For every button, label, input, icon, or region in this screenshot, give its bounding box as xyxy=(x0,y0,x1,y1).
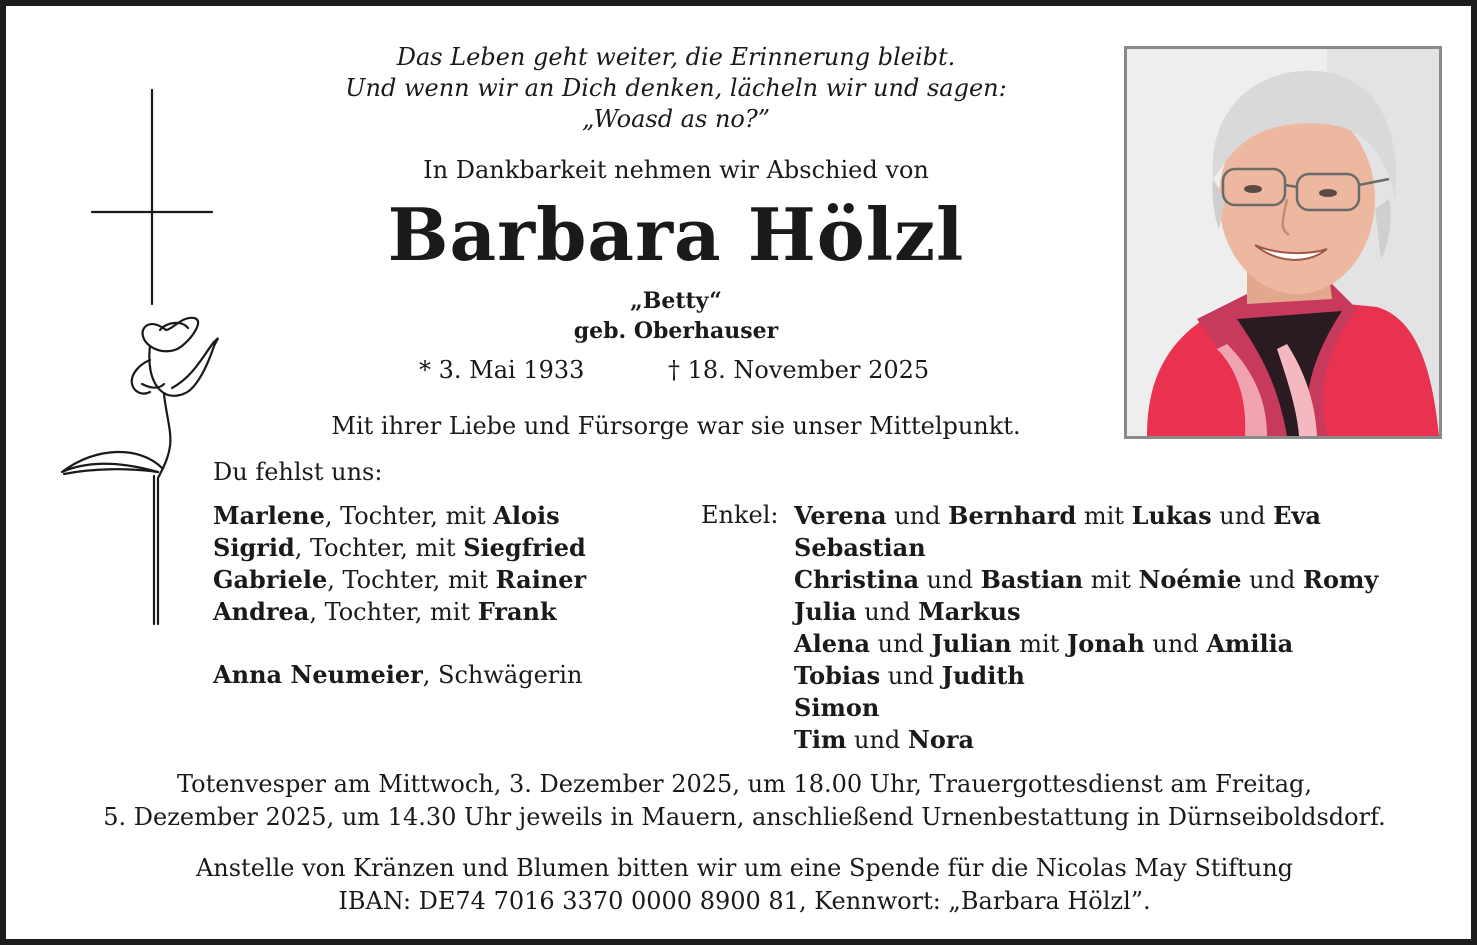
list-item xyxy=(794,660,1378,692)
great-grandchild-name: Noémie xyxy=(1138,565,1242,594)
service-line-1: Totenvesper am Mittwoch, 3. Dezember 2025, um 18.00 Uhr, Trauergottesdienst am Freitag, xyxy=(176,770,1313,798)
sister-in-law-name: Anna Neumeier xyxy=(213,660,423,689)
family-relation: , Tochter, mit xyxy=(309,598,478,626)
grandchild-name: Judith xyxy=(941,661,1025,690)
grandchild-name: Christina xyxy=(794,565,920,594)
family-relation: , Tochter, mit xyxy=(294,534,464,562)
connector: und xyxy=(1241,566,1304,594)
grandchild-name: Nora xyxy=(907,725,975,754)
connector: und xyxy=(856,598,919,626)
great-grandchild-name: Amilia xyxy=(1206,629,1294,658)
connector: und xyxy=(1144,630,1207,658)
family-name: Andrea xyxy=(213,597,310,626)
list-item xyxy=(794,724,1378,756)
motto-line-1: Das Leben geht weiter, die Erinnerung bleibt. xyxy=(396,43,956,71)
list-item xyxy=(794,692,1378,724)
grandchild-name: Verena xyxy=(794,501,887,530)
maiden-name: geb. Oberhauser xyxy=(573,318,779,344)
intro-text: In Dankbarkeit nehmen wir Abschied von xyxy=(423,156,929,184)
list-item xyxy=(794,532,1378,564)
connector: mit xyxy=(1011,630,1067,658)
grandchild-name: Tobias xyxy=(794,661,881,690)
deceased-name: Barbara Hölzl xyxy=(387,192,965,277)
grandchild-name: Sebastian xyxy=(794,533,926,562)
family-relation: , Tochter, mit xyxy=(327,566,496,594)
family-list xyxy=(213,500,586,691)
motto-line-2: Und wenn wir an Dich denken, lächeln wir und sagen: xyxy=(345,74,1007,102)
list-item xyxy=(794,500,1378,532)
birth-date: * 3. Mai 1933 xyxy=(419,356,585,384)
sister-in-law-relation: , Schwägerin xyxy=(422,661,583,689)
connector: und xyxy=(919,566,981,594)
list-item xyxy=(213,532,586,564)
list-item xyxy=(213,564,586,596)
list-item xyxy=(213,596,586,628)
portrait-photo xyxy=(1124,46,1442,439)
connector: und xyxy=(886,502,949,530)
grandchildren-label: Enkel: xyxy=(701,501,779,529)
connector: mit xyxy=(1083,566,1139,594)
family-partner: Rainer xyxy=(495,565,587,594)
grandchild-name: Alena xyxy=(794,629,871,658)
grandchild-name: Julian xyxy=(931,629,1012,658)
connector: mit xyxy=(1076,502,1132,530)
great-grandchild-name: Romy xyxy=(1303,565,1379,594)
cross-with-rose-icon xyxy=(54,84,229,629)
family-name: Gabriele xyxy=(213,565,328,594)
connector: und xyxy=(1211,502,1274,530)
family-partner: Alois xyxy=(493,501,560,530)
list-item xyxy=(794,596,1378,628)
service-line-2: 5. Dezember 2025, um 14.30 Uhr jeweils in Mauern, anschließend Urnenbestattung in Dürnseiboldsdorf. xyxy=(103,803,1386,831)
portrait-illustration xyxy=(1127,49,1439,436)
great-grandchild-name: Eva xyxy=(1273,501,1321,530)
donation-info xyxy=(6,852,1477,918)
list-item xyxy=(794,628,1378,660)
family-name: Marlene xyxy=(213,501,325,530)
grandchildren-list xyxy=(794,500,1378,756)
list-item xyxy=(213,659,586,691)
service-info xyxy=(6,768,1477,834)
death-date: † 18. November 2025 xyxy=(668,356,930,384)
motto-line-3: „Woasd as no?” xyxy=(582,105,770,133)
missed-label: Du fehlst uns: xyxy=(213,458,383,486)
list-item xyxy=(794,564,1378,596)
grandchild-name: Tim xyxy=(794,725,847,754)
family-partner: Frank xyxy=(477,597,557,626)
motto xyxy=(216,42,1136,135)
grandchild-name: Markus xyxy=(918,597,1021,626)
family-name: Sigrid xyxy=(213,533,295,562)
grandchild-name: Bernhard xyxy=(948,501,1077,530)
donation-line-2: IBAN: DE74 7016 3370 0000 8900 81, Kennwort: „Barbara Hölzl”. xyxy=(338,887,1151,915)
connector: und xyxy=(880,662,942,690)
tribute-line: Mit ihrer Liebe und Fürsorge war sie unser Mittelpunkt. xyxy=(331,412,1021,440)
family-partner: Siegfried xyxy=(463,533,586,562)
great-grandchild-name: Jonah xyxy=(1066,629,1145,658)
donation-line-1: Anstelle von Kränzen und Blumen bitten wir um eine Spende für die Nicolas May Stiftung xyxy=(195,854,1294,882)
connector: und xyxy=(846,726,908,754)
grandchild-name: Simon xyxy=(794,693,880,722)
grandchild-name: Julia xyxy=(794,597,857,626)
connector: und xyxy=(870,630,932,658)
nickname: „Betty“ xyxy=(630,288,722,314)
grandchild-name: Bastian xyxy=(980,565,1084,594)
family-relation: , Tochter, mit xyxy=(324,502,494,530)
list-item xyxy=(213,500,586,532)
great-grandchild-name: Lukas xyxy=(1131,501,1212,530)
